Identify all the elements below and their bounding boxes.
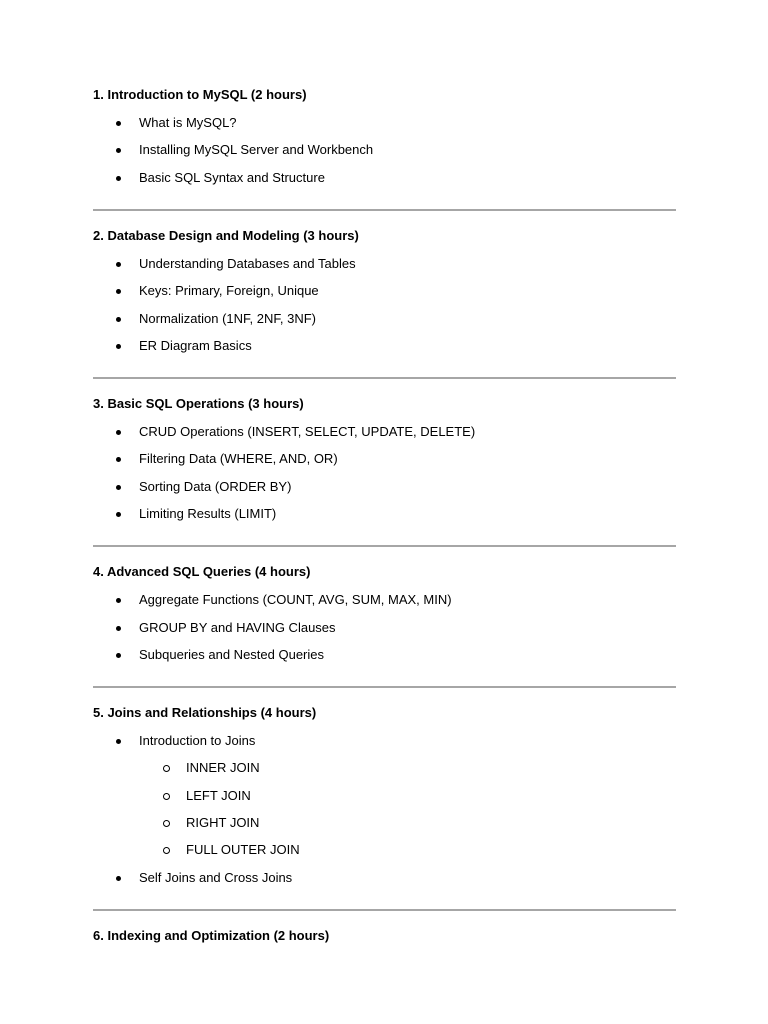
bullet-icon	[116, 485, 121, 490]
hollow-bullet-icon	[163, 820, 170, 827]
list-item-text: Understanding Databases and Tables	[139, 255, 356, 271]
bullet-icon	[116, 176, 121, 181]
sub-list-item-text: FULL OUTER JOIN	[186, 842, 300, 858]
list-item-text: Aggregate Functions (COUNT, AVG, SUM, MAX, MIN)	[139, 592, 452, 608]
list-item-text: Introduction to Joins	[139, 732, 256, 748]
list-item	[93, 478, 676, 496]
list-item	[93, 114, 676, 132]
list-item-text: ER Diagram Basics	[139, 337, 252, 353]
section-divider	[93, 686, 676, 688]
section-bullet-list	[93, 423, 676, 523]
bullet-icon	[116, 512, 121, 517]
hollow-bullet-icon	[163, 793, 170, 800]
list-item	[93, 255, 676, 273]
sub-list-item	[93, 814, 676, 832]
document-page	[93, 86, 676, 945]
bullet-icon	[116, 626, 121, 631]
list-item	[93, 282, 676, 300]
bullet-icon	[116, 121, 121, 126]
section-divider	[93, 377, 676, 379]
list-item	[93, 619, 676, 637]
list-item-text: Normalization (1NF, 2NF, 3NF)	[139, 310, 316, 326]
list-item	[93, 141, 676, 159]
section-bullet-list	[93, 255, 676, 355]
bullet-icon	[116, 876, 121, 881]
list-item	[93, 450, 676, 468]
bullet-icon	[116, 739, 121, 744]
section-heading: 2. Database Design and Modeling (3 hours)	[93, 227, 359, 243]
list-item-text: Basic SQL Syntax and Structure	[139, 169, 325, 185]
list-item-text: Keys: Primary, Foreign, Unique	[139, 283, 319, 299]
list-item	[93, 423, 676, 441]
section-bullet-list	[93, 732, 676, 887]
bullet-icon	[116, 344, 121, 349]
list-item	[93, 869, 676, 887]
list-item-text: Installing MySQL Server and Workbench	[139, 142, 374, 158]
bullet-icon	[116, 289, 121, 294]
section-heading: 5. Joins and Relationships (4 hours)	[93, 704, 317, 720]
hollow-bullet-icon	[163, 765, 170, 772]
bullet-icon	[116, 457, 121, 462]
list-item	[93, 505, 676, 523]
list-item-text: Self Joins and Cross Joins	[139, 869, 293, 885]
section-divider	[93, 909, 676, 911]
hollow-bullet-icon	[163, 847, 170, 854]
sub-list-item-text: INNER JOIN	[186, 760, 260, 776]
sub-list-item	[93, 841, 676, 859]
bullet-icon	[116, 598, 121, 603]
section-bullet-list	[93, 591, 676, 664]
list-item-text: Subqueries and Nested Queries	[139, 646, 325, 662]
sub-list-item-text: LEFT JOIN	[186, 787, 251, 803]
sub-list-item	[93, 759, 676, 777]
section-bullet-list	[93, 114, 676, 187]
list-item-text: Filtering Data (WHERE, AND, OR)	[139, 451, 338, 467]
list-item-text: What is MySQL?	[139, 115, 237, 130]
list-item-text: GROUP BY and HAVING Clauses	[139, 619, 336, 635]
list-item	[93, 310, 676, 328]
list-item-text: CRUD Operations (INSERT, SELECT, UPDATE, DELETE)	[139, 423, 476, 439]
bullet-icon	[116, 430, 121, 435]
list-item-text: Sorting Data (ORDER BY)	[139, 478, 292, 494]
list-item	[93, 591, 676, 609]
section-heading: 1. Introduction to MySQL (2 hours)	[93, 87, 307, 102]
list-item-text: Limiting Results (LIMIT)	[139, 506, 277, 522]
section-divider	[93, 209, 676, 211]
list-item	[93, 732, 676, 750]
bullet-icon	[116, 317, 121, 322]
bullet-icon	[116, 653, 121, 658]
list-item	[93, 169, 676, 187]
section-heading: 4. Advanced SQL Queries (4 hours)	[93, 564, 311, 580]
section-heading: 6. Indexing and Optimization (2 hours)	[93, 927, 330, 943]
section-heading: 3. Basic SQL Operations (3 hours)	[93, 395, 304, 411]
section-divider	[93, 545, 676, 547]
list-item	[93, 337, 676, 355]
list-item	[93, 646, 676, 664]
bullet-icon	[116, 262, 121, 267]
bullet-icon	[116, 148, 121, 153]
sub-list-item-text: RIGHT JOIN	[186, 815, 260, 831]
sub-list-item	[93, 787, 676, 805]
